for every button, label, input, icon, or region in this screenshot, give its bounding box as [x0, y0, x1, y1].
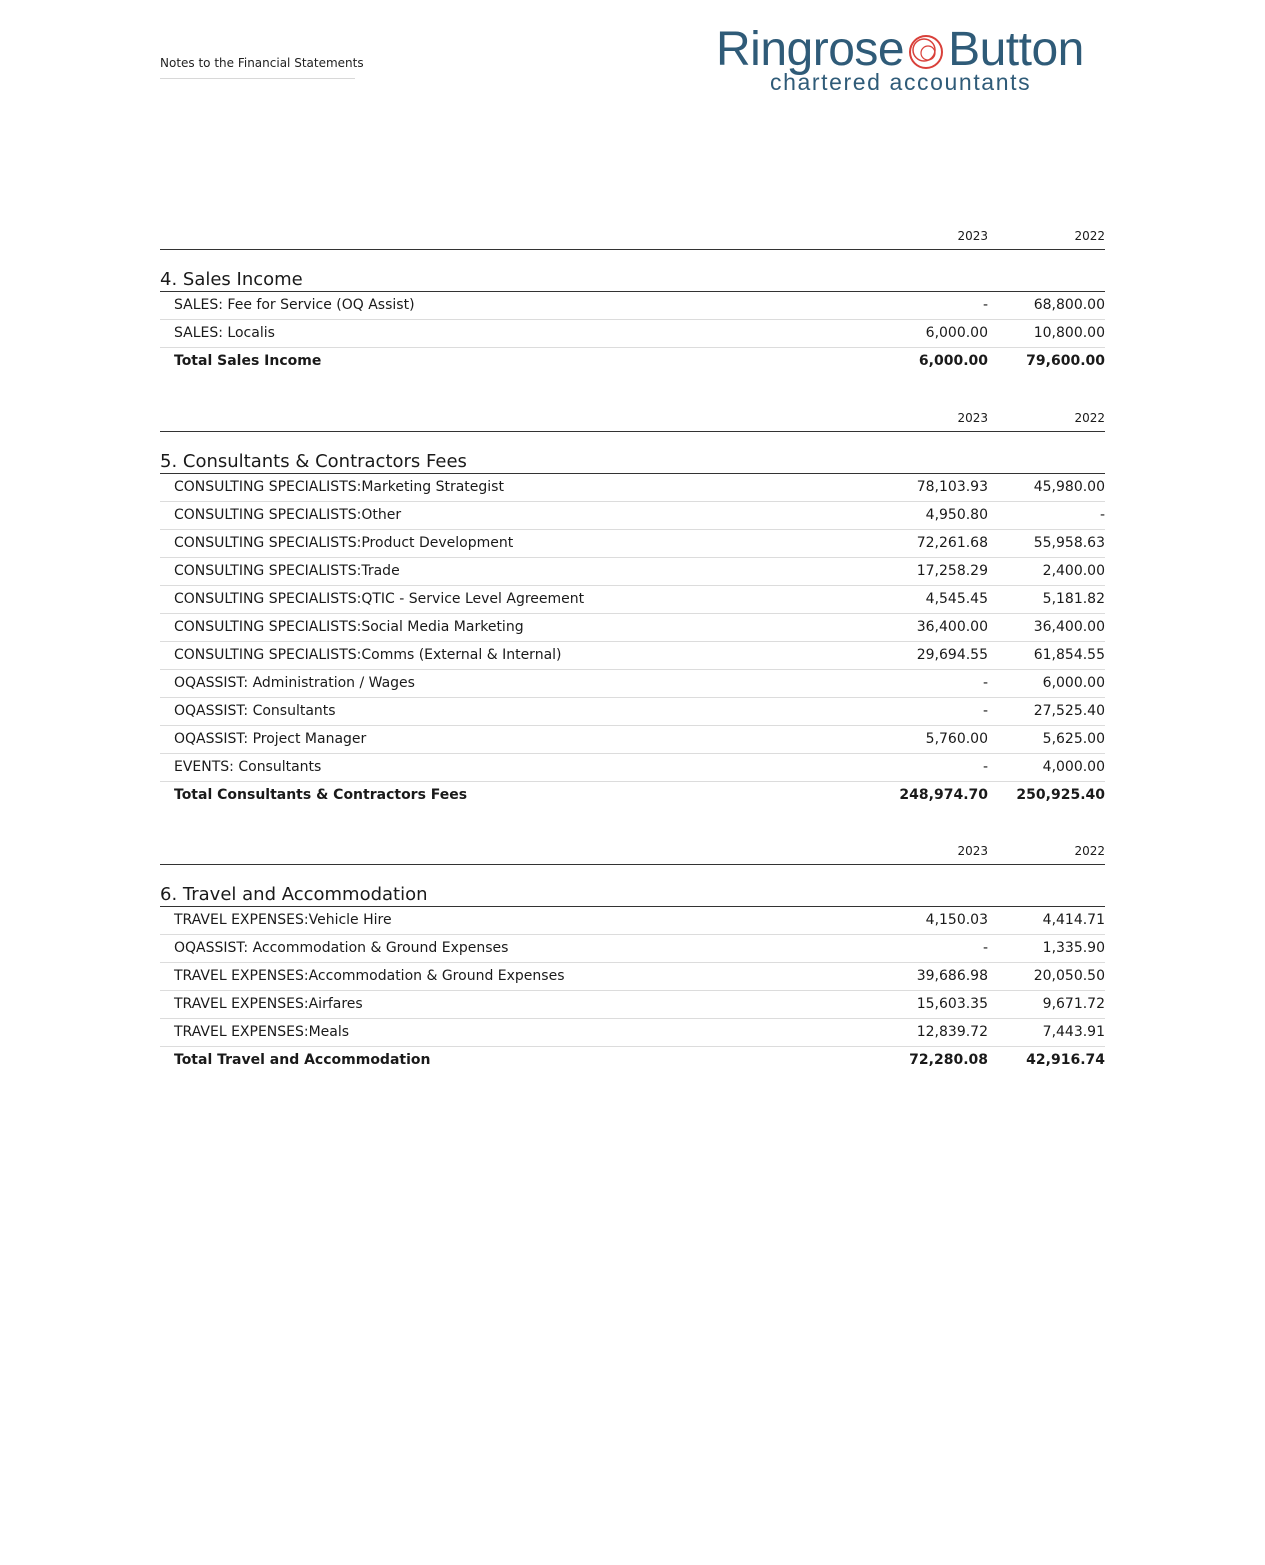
value-2022: 55,958.63	[1033, 535, 1105, 551]
total-label: Total Sales Income	[174, 353, 322, 369]
value-2022: 9,671.72	[1042, 996, 1105, 1012]
total-2022: 250,925.40	[1016, 787, 1105, 803]
year-2022: 2022	[1074, 411, 1105, 425]
total-row	[160, 348, 1105, 375]
value-2023: 15,603.35	[916, 996, 988, 1012]
value-2022: 20,050.50	[1033, 968, 1105, 984]
row-label: EVENTS: Consultants	[174, 759, 322, 775]
table-row	[160, 530, 1105, 558]
year-header	[160, 409, 1105, 432]
value-2023: 12,839.72	[916, 1024, 988, 1040]
row-label: CONSULTING SPECIALISTS:Other	[174, 507, 402, 523]
company-logo	[716, 23, 1106, 96]
table-row	[160, 614, 1105, 642]
table-row	[160, 320, 1105, 348]
row-label: CONSULTING SPECIALISTS:Marketing Strategist	[174, 479, 504, 495]
value-2022: 61,854.55	[1033, 647, 1105, 663]
section-title: 4. Sales Income	[160, 268, 1105, 292]
table-row	[160, 935, 1105, 963]
value-2022: 36,400.00	[1033, 619, 1105, 635]
year-2023: 2023	[957, 229, 988, 243]
value-2023: 5,760.00	[925, 731, 988, 747]
value-2023: -	[982, 703, 988, 719]
value-2022: 4,414.71	[1042, 912, 1105, 928]
value-2023: 29,694.55	[916, 647, 988, 663]
total-row	[160, 782, 1105, 809]
logo-name-part-2: Button	[948, 23, 1084, 76]
section-consultants-fees	[160, 409, 1105, 809]
table-row	[160, 698, 1105, 726]
row-label: TRAVEL EXPENSES:Accommodation & Ground Expenses	[174, 968, 565, 984]
value-2022: 7,443.91	[1042, 1024, 1105, 1040]
value-2023: -	[982, 759, 988, 775]
value-2022: 10,800.00	[1033, 325, 1105, 341]
total-2023: 72,280.08	[909, 1052, 988, 1068]
logo-ring-icon	[906, 31, 946, 71]
row-label: SALES: Fee for Service (OQ Assist)	[174, 297, 415, 313]
total-2023: 6,000.00	[918, 353, 988, 369]
table-row	[160, 754, 1105, 782]
logo-name-part-1: Ringrose	[716, 23, 905, 76]
table-row	[160, 726, 1105, 754]
row-label: TRAVEL EXPENSES:Vehicle Hire	[174, 912, 392, 928]
value-2022: 6,000.00	[1042, 675, 1105, 691]
value-2023: 78,103.93	[916, 479, 988, 495]
value-2022: 27,525.40	[1033, 703, 1105, 719]
row-label: TRAVEL EXPENSES:Airfares	[174, 996, 363, 1012]
value-2023: 39,686.98	[916, 968, 988, 984]
total-label: Total Consultants & Contractors Fees	[174, 787, 468, 803]
table-row	[160, 907, 1105, 935]
table-row	[160, 502, 1105, 530]
value-2023: -	[982, 940, 988, 956]
row-label: TRAVEL EXPENSES:Meals	[174, 1024, 350, 1040]
section-travel-accommodation	[160, 842, 1105, 1074]
table-row	[160, 1019, 1105, 1047]
row-label: CONSULTING SPECIALISTS:Trade	[174, 563, 400, 579]
value-2023: 4,545.45	[925, 591, 988, 607]
row-label: CONSULTING SPECIALISTS:QTIC - Service Level Agreement	[174, 591, 585, 607]
table-row	[160, 642, 1105, 670]
section-title: 6. Travel and Accommodation	[160, 883, 1105, 907]
value-2023: 6,000.00	[925, 325, 988, 341]
value-2023: -	[982, 675, 988, 691]
total-2022: 79,600.00	[1026, 353, 1105, 369]
value-2023: 17,258.29	[916, 563, 988, 579]
row-label: CONSULTING SPECIALISTS:Product Development	[174, 535, 514, 551]
row-label: SALES: Localis	[174, 325, 275, 341]
total-2022: 42,916.74	[1026, 1052, 1105, 1068]
value-2023: 4,150.03	[925, 912, 988, 928]
value-2022: -	[1099, 507, 1105, 523]
year-2023: 2023	[957, 844, 988, 858]
row-label: OQASSIST: Project Manager	[174, 731, 367, 747]
year-2022: 2022	[1074, 844, 1105, 858]
value-2022: 68,800.00	[1033, 297, 1105, 313]
row-label: OQASSIST: Administration / Wages	[174, 675, 415, 691]
row-label: CONSULTING SPECIALISTS:Comms (External & Internal)	[174, 647, 562, 663]
table-row	[160, 586, 1105, 614]
value-2022: 4,000.00	[1042, 759, 1105, 775]
table-row	[160, 292, 1105, 320]
total-2023: 248,974.70	[899, 787, 988, 803]
total-row	[160, 1047, 1105, 1074]
total-label: Total Travel and Accommodation	[174, 1052, 431, 1068]
table-row	[160, 670, 1105, 698]
table-row	[160, 963, 1105, 991]
value-2023: 72,261.68	[916, 535, 988, 551]
value-2022: 5,625.00	[1042, 731, 1105, 747]
year-header	[160, 227, 1105, 250]
section-title: 5. Consultants & Contractors Fees	[160, 450, 1105, 474]
value-2022: 45,980.00	[1033, 479, 1105, 495]
logo-tagline: chartered accountants	[770, 69, 1032, 95]
table-row	[160, 991, 1105, 1019]
table-row	[160, 474, 1105, 502]
year-header	[160, 842, 1105, 865]
table-row	[160, 558, 1105, 586]
section-sales-income	[160, 227, 1105, 375]
year-2022: 2022	[1074, 229, 1105, 243]
value-2022: 2,400.00	[1042, 563, 1105, 579]
value-2023: -	[982, 297, 988, 313]
row-label: CONSULTING SPECIALISTS:Social Media Marketing	[174, 619, 524, 635]
value-2023: 36,400.00	[916, 619, 988, 635]
value-2022: 5,181.82	[1042, 591, 1105, 607]
document-title: Notes to the Financial Statements	[160, 56, 355, 79]
value-2022: 1,335.90	[1042, 940, 1105, 956]
row-label: OQASSIST: Accommodation & Ground Expenses	[174, 940, 509, 956]
year-2023: 2023	[957, 411, 988, 425]
logo-wordmark	[716, 23, 1084, 76]
value-2023: 4,950.80	[925, 507, 988, 523]
row-label: OQASSIST: Consultants	[174, 703, 336, 719]
